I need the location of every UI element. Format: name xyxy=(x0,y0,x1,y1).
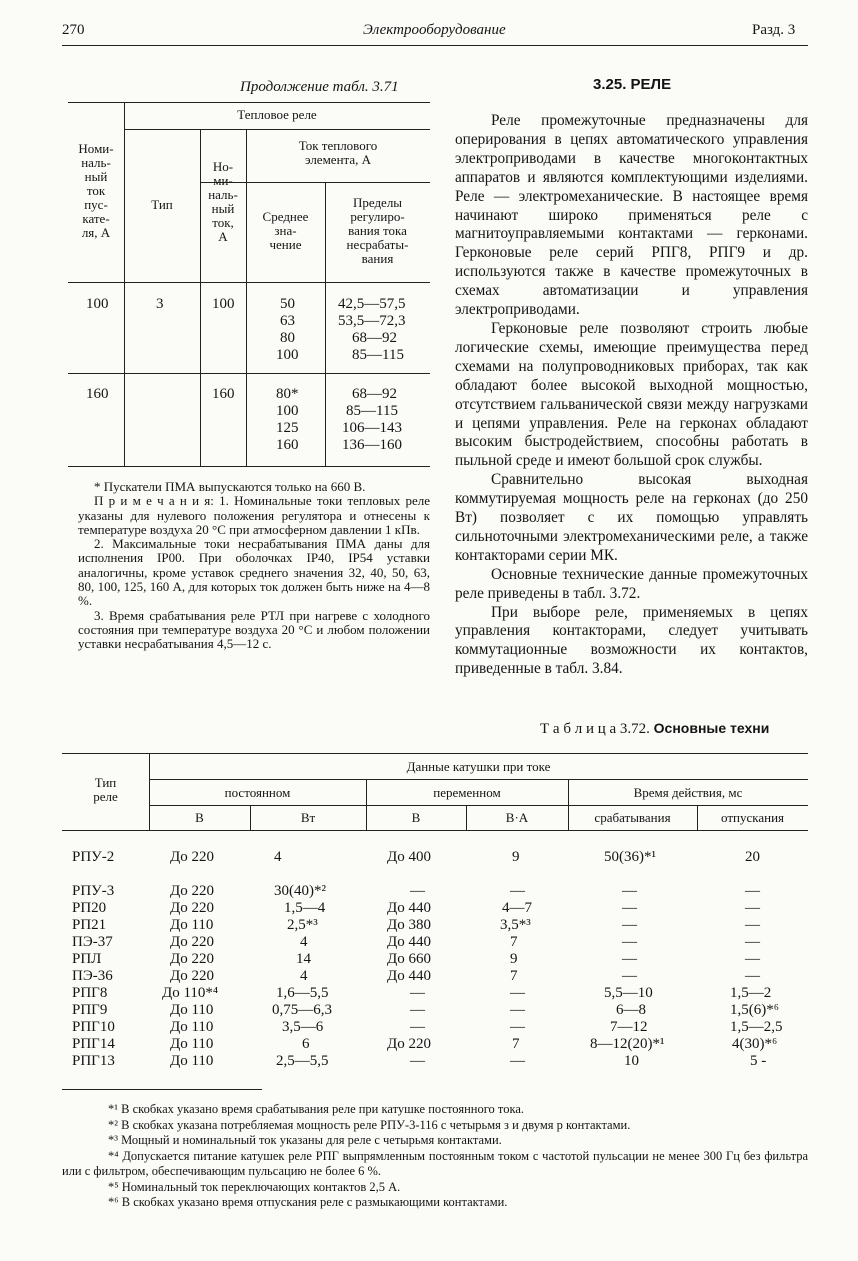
table-cell: 160 xyxy=(86,386,109,402)
col-header-starter: Номи- наль- ный ток пус- кате- ля, А xyxy=(78,141,114,240)
cell-ac-va: 4—7 xyxy=(502,900,532,916)
table-cell: 160 xyxy=(212,386,235,402)
col-header-ac: переменном xyxy=(433,785,501,800)
section-title: 3.25. РЕЛЕ xyxy=(593,76,672,93)
table-cell: 63 xyxy=(280,313,295,329)
col-header-release: отпускания xyxy=(720,810,785,825)
footnotes xyxy=(62,1102,808,1211)
cell-dc-volts: До 110 xyxy=(170,1053,214,1069)
col-header-type: Тип реле xyxy=(93,775,118,804)
cell-operate: 8—12(20)*¹ xyxy=(590,1036,665,1052)
section-body xyxy=(455,112,808,679)
cell-dc-watts: 2,5*³ xyxy=(287,917,318,933)
col-header-thermal: Тепловое реле xyxy=(237,107,317,122)
col-header-dc: постоянном xyxy=(224,785,291,800)
paragraph: Сравнительно высокая выходная коммутируемая мощность реле на герконах (до 250 Вт) позволяет с их помощью управлять сильноточными электромеханическими реле, а также контакторами серии МК. xyxy=(455,471,808,564)
table-cell: 80* xyxy=(276,386,299,402)
cell-operate: 7—12 xyxy=(610,1019,648,1035)
cell-release: — xyxy=(745,900,760,916)
cell-dc-watts: 6 xyxy=(302,1036,310,1052)
col-header-limits: Пределы регулиро- вания тока несрабаты- вания xyxy=(346,195,409,266)
note-2: 2. Максимальные токи несрабатывания ПМА даны для исполнения IP00. При оболочках IP40, IP54 уставки аналогичны, кроме уставок среднего значения 32, 40, 50, 63, 80, 100, 125, 160 А, для которых ток должен быть ниже на 4—8 %. xyxy=(78,536,430,609)
table-row xyxy=(62,1019,808,1036)
table-row xyxy=(62,934,808,951)
cell-operate: — xyxy=(622,917,637,933)
cell-release: 5 - xyxy=(750,1053,767,1069)
cell-type: РПУ-3 xyxy=(72,883,115,899)
footnote: *⁵ Номинальный ток переключающих контактов 2,5 А. xyxy=(108,1179,401,1194)
cell-ac-va: — xyxy=(510,1019,525,1035)
cell-dc-volts: До 110 xyxy=(170,1002,214,1018)
cell-type: ПЭ-37 xyxy=(72,934,113,950)
table-cell: 100 xyxy=(86,296,109,312)
table-row xyxy=(62,1053,808,1070)
cell-type: РПГ9 xyxy=(72,1002,108,1018)
cell-dc-volts: До 110*⁴ xyxy=(162,985,219,1001)
table-row xyxy=(62,1002,808,1019)
cell-ac-volts: До 660 xyxy=(387,951,431,967)
footnote: *⁶ В скобках указано время отпускания реле с размыкающими контактами. xyxy=(108,1195,508,1209)
cell-operate: — xyxy=(622,951,637,967)
cell-release: — xyxy=(745,934,760,950)
cell-type: РПЛ xyxy=(72,951,102,967)
header-rule xyxy=(62,45,808,46)
table-cell: 136—160 xyxy=(342,437,402,453)
cell-type: РП20 xyxy=(72,900,107,916)
table-cell: 50 xyxy=(280,296,295,312)
table-caption-label: Т а б л и ц а 3.72. xyxy=(540,721,650,737)
table-row xyxy=(62,883,808,900)
note-3: 3. Время срабатывания реле РТЛ при нагреве с холодного состояния при температуре воздуха 20 °С и любом положении уставки несрабатывания 4,5—12 с. xyxy=(78,607,430,652)
col-header-operate: срабатывания xyxy=(594,810,671,825)
col-header-current: Ток теплового элемента, А xyxy=(298,138,378,167)
col-header-volts-dc: В xyxy=(195,810,204,825)
cell-dc-volts: До 220 xyxy=(170,968,214,984)
cell-ac-va: 9 xyxy=(512,849,520,865)
table-cell: 53,5—72,3 xyxy=(338,313,406,329)
footnote-rule xyxy=(62,1089,262,1090)
table-cell: 100 xyxy=(276,347,299,363)
table-cell: 68—92 xyxy=(352,386,397,402)
cell-ac-va: 9 xyxy=(510,951,518,967)
cell-operate: — xyxy=(622,900,637,916)
cell-dc-watts: 1,6—5,5 xyxy=(276,985,329,1001)
table-row xyxy=(62,968,808,985)
cell-dc-watts: 4 xyxy=(300,968,308,984)
table-notes xyxy=(78,480,430,652)
col-header-va: В·А xyxy=(505,810,529,825)
cell-release: 20 xyxy=(745,849,760,865)
cell-ac-va: — xyxy=(510,985,525,1001)
col-header-volts-ac: В xyxy=(411,810,421,825)
cell-ac-volts: — xyxy=(410,1053,425,1069)
col-header-type: Тип xyxy=(151,197,173,212)
cell-dc-volts: До 110 xyxy=(170,1019,214,1035)
table-cell: 3 xyxy=(156,296,164,312)
col-header-watts: Вт xyxy=(300,810,316,825)
cell-dc-volts: До 220 xyxy=(170,849,214,865)
paragraph: Герконовые реле позволяют строить любые логические схемы, имеющие преимущества перед схемами на полупроводниковых приборах, так как обладают более высокой выходной мощностью, отсутствием гальванической связи между нагрузками и цепями управления. Реле на герконах обладают высоким быстродействием, способны работать в пыльной среде и имеют большой срок службы. xyxy=(455,319,808,470)
footnote: *⁴ Допускается питание катушек реле РПГ выпрямленным постоянным током с частотой пульсации не менее 300 Гц без фильтра или с фильтром, обеспечивающим пульсацию не более 6 %. xyxy=(62,1148,808,1178)
table-cell: 100 xyxy=(276,403,299,419)
table-row xyxy=(62,1036,808,1053)
cell-ac-volts: — xyxy=(410,883,425,899)
running-title: Электрооборудование xyxy=(363,22,506,38)
cell-dc-watts: 0,75—6,3 xyxy=(272,1002,332,1018)
cell-release: — xyxy=(745,951,760,967)
cell-operate: 5,5—10 xyxy=(604,985,653,1001)
table-cell: 42,5—57,5 xyxy=(338,296,406,312)
col-header-coil: Данные катушки при токе xyxy=(406,759,551,774)
cell-ac-volts: До 440 xyxy=(387,900,431,916)
cell-type: РПГ13 xyxy=(72,1053,115,1069)
table-caption: Продолжение табл. 3.71 xyxy=(240,79,399,95)
table-row xyxy=(62,951,808,968)
cell-operate: 10 xyxy=(624,1053,639,1069)
cell-dc-volts: До 220 xyxy=(170,951,214,967)
cell-operate: — xyxy=(622,934,637,950)
cell-dc-volts: До 220 xyxy=(170,934,214,950)
cell-type: РПГ10 xyxy=(72,1019,115,1035)
cell-dc-watts: 3,5—6 xyxy=(282,1019,324,1035)
footnote-star: * Пускатели ПМА выпускаются только на 660 В. xyxy=(94,479,366,494)
cell-ac-volts: — xyxy=(410,1002,425,1018)
cell-dc-volts: До 110 xyxy=(170,917,214,933)
cell-ac-volts: — xyxy=(410,985,425,1001)
paragraph: При выборе реле, применяемых в цепях управления контакторами, следует учитывать коммутационные возможности их контактов, приведенные в табл. 3.84. xyxy=(455,603,808,678)
cell-release: 1,5(6)*⁶ xyxy=(730,1002,779,1018)
cell-ac-volts: До 400 xyxy=(387,849,431,865)
cell-type: РПУ-2 xyxy=(72,849,115,865)
cell-release: 1,5—2 xyxy=(730,985,772,1001)
cell-release: 1,5—2,5 xyxy=(730,1019,783,1035)
cell-release: — xyxy=(745,968,760,984)
paragraph: Реле промежуточные предназначены для оперирования в цепях автоматического управления электроприводами в качестве многоконтактных аппаратов и являются комплектующими изделиями. Реле — электромеханические. В настоящее время начинают широко применяться реле с магнитоуправляемыми контактами — герконами. Герконовые реле серий РПГ8, РПГ9 и др. используются также в качестве промежуточных в схемах автоматизации и управления электроприводами. xyxy=(455,112,808,319)
cell-release: — xyxy=(745,917,760,933)
cell-release: 4(30)*⁶ xyxy=(732,1036,778,1052)
cell-dc-watts: 1,5—4 xyxy=(284,900,326,916)
section-label: Разд. 3 xyxy=(752,22,796,38)
cell-operate: 6—8 xyxy=(616,1002,646,1018)
cell-ac-va: — xyxy=(510,1053,525,1069)
footnote: *² В скобках указана потребляемая мощность реле РПУ-3-116 с четырьмя з и двумя р контактами. xyxy=(108,1117,631,1132)
col-header-time: Время действия, мс xyxy=(633,785,743,800)
notes-title: П р и м е ч а н и я: xyxy=(94,493,214,509)
table-caption xyxy=(540,720,769,738)
col-header-average: Среднее зна- чение xyxy=(262,209,309,252)
cell-type: ПЭ-36 xyxy=(72,968,113,984)
table-row xyxy=(62,917,808,934)
cell-ac-volts: До 440 xyxy=(387,934,431,950)
cell-ac-va: 3,5*³ xyxy=(500,917,531,933)
col-header-nominal: Но- ми- наль- ный ток, А xyxy=(208,159,238,244)
table-caption-title: Основные техни xyxy=(653,720,770,736)
cell-ac-va: — xyxy=(510,1002,525,1018)
cell-dc-volts: До 220 xyxy=(170,900,214,916)
cell-dc-volts: До 110 xyxy=(170,1036,214,1052)
cell-ac-volts: До 440 xyxy=(387,968,431,984)
cell-ac-volts: До 220 xyxy=(387,1036,431,1052)
cell-operate: — xyxy=(622,883,637,899)
table-cell: 160 xyxy=(276,437,299,453)
cell-ac-va: — xyxy=(510,883,525,899)
table-cell: 106—143 xyxy=(342,420,402,436)
table-row xyxy=(62,849,808,866)
table-cell: 85—115 xyxy=(346,403,398,419)
cell-dc-watts: 2,5—5,5 xyxy=(276,1053,329,1069)
footnote: *¹ В скобках указано время срабатывания реле при катушке постоянного тока. xyxy=(108,1102,524,1116)
table-cell: 68—92 xyxy=(352,330,397,346)
cell-dc-watts: 4 xyxy=(274,849,282,865)
cell-type: РПГ8 xyxy=(72,985,108,1001)
cell-dc-watts: 4 xyxy=(300,934,308,950)
cell-ac-va: 7 xyxy=(510,968,518,984)
cell-type: РПГ14 xyxy=(72,1036,115,1052)
footnote: *³ Мощный и номинальный ток указаны для реле с четырьмя контактами. xyxy=(108,1133,502,1147)
table-cell: 100 xyxy=(212,296,235,312)
table-cell: 85—115 xyxy=(352,347,404,363)
cell-ac-va: 7 xyxy=(512,1036,520,1052)
cell-dc-volts: До 220 xyxy=(170,883,214,899)
note-1: 1. Номинальные токи тепловых реле указаны для нулевого положения регулятора и отнесены к температуре воздуха 20 °С при атмосферном давлении 1 кПв. xyxy=(78,493,431,537)
cell-dc-watts: 30(40)*² xyxy=(274,883,326,899)
table-cell: 80 xyxy=(280,330,295,346)
cell-ac-volts: — xyxy=(410,1019,425,1035)
cell-ac-va: 7 xyxy=(510,934,518,950)
cell-type: РП21 xyxy=(72,917,107,933)
cell-dc-watts: 14 xyxy=(296,951,311,967)
table-cell: 125 xyxy=(276,420,299,436)
cell-release: — xyxy=(745,883,760,899)
paragraph: Основные технические данные промежуточных реле приведены в табл. 3.72. xyxy=(455,565,808,602)
cell-ac-volts: До 380 xyxy=(387,917,431,933)
page-number: 270 xyxy=(62,22,85,38)
table-row xyxy=(62,900,808,917)
table-row xyxy=(62,985,808,1002)
cell-operate: — xyxy=(622,968,637,984)
cell-operate: 50(36)*¹ xyxy=(604,849,656,865)
